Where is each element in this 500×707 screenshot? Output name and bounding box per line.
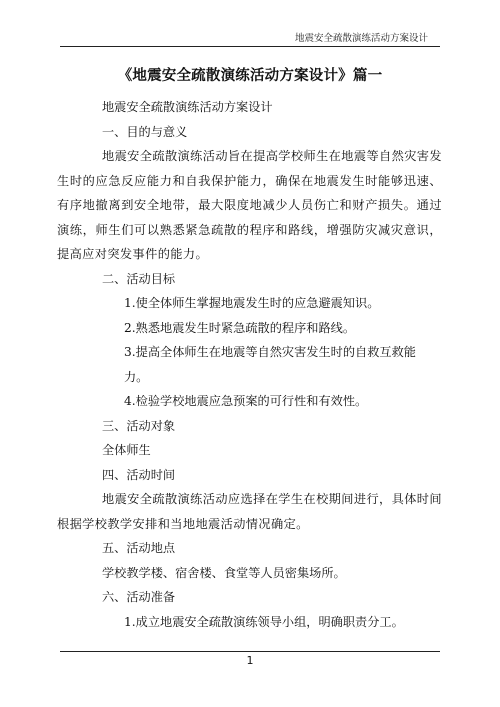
footer-rule [60, 651, 440, 652]
goal-item-2: 2.熟悉地震发生时紧急疏散的程序和路线。 [124, 320, 356, 335]
document-title: 《地震安全疏散演练活动方案设计》篇一 [117, 67, 383, 84]
section-heading-preparation: 六、活动准备 [102, 590, 176, 604]
audience-paragraph: 全体师生 [102, 443, 151, 457]
page-number: 1 [246, 654, 254, 667]
section-heading-time: 四、活动时间 [102, 467, 176, 482]
preparation-item-1: 1.成立地震安全疏散演练领导小组，明确职责分工。 [124, 614, 404, 629]
time-paragraph: 地震安全疏散演练活动应选择在学生在校期间进行，具体时间根据学校教学安排和当地地震活动情况确定。 [57, 492, 442, 531]
goal-item-1: 1.使全体师生掌握地震发生时的应急避震知识。 [124, 296, 380, 310]
subtitle-paragraph: 地震安全疏散演练活动方案设计 [102, 100, 273, 114]
document-body [57, 95, 442, 634]
running-header: 地震安全疏散演练活动方案设计 [294, 33, 428, 44]
section-heading-goals: 二、活动目标 [102, 271, 176, 286]
section-heading-audience: 三、活动对象 [102, 418, 176, 433]
header-rule [60, 46, 440, 47]
location-paragraph: 学校教学楼、宿舍楼、食堂等人员密集场所。 [102, 565, 346, 580]
section-heading-purpose: 一、目的与意义 [102, 124, 188, 139]
section-heading-location: 五、活动地点 [102, 541, 176, 555]
goal-item-3: 3.提高全体师生在地震等自然灾害发生时的自救互救能力。 [124, 345, 416, 384]
goal-item-4: 4.检验学校地震应急预案的可行性和有效性。 [124, 394, 368, 408]
purpose-paragraph: 地震安全疏散演练活动旨在提高学校师生在地震等自然灾害发生时的应急反应能力和自我保护能力，确保在地震发生时能够迅速、有序地撤离到安全地带，最大限度地减少人员伤亡和财产损失。通过演练，师生们可以熟悉紧急疏散的程序和路线，增强防灾减灾意识，提高应对突发事件的能力。 [57, 149, 442, 261]
